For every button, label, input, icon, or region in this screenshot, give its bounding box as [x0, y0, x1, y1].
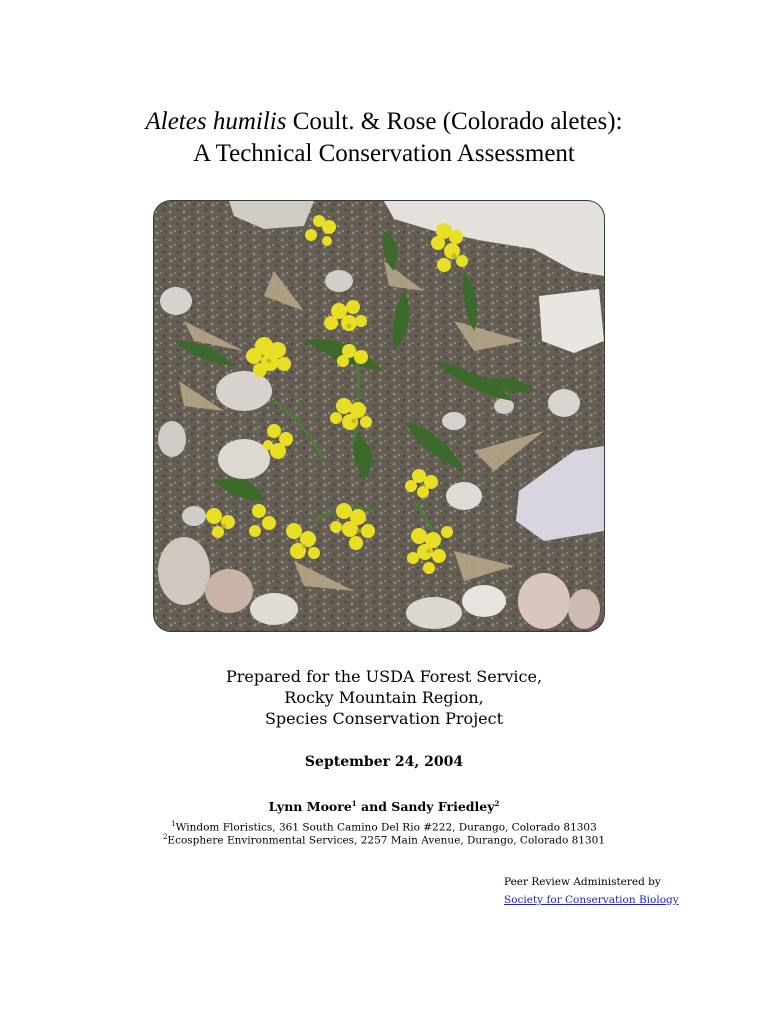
cover-photo	[153, 200, 605, 632]
author-2-sup: 2	[494, 799, 500, 808]
affiliation-2	[0, 830, 768, 848]
affiliation-1-text: Windom Floristics, 361 South Camino Del Rio #222, Durango, Colorado 81303	[175, 821, 597, 834]
affiliation-2-sup: 2	[162, 833, 168, 841]
publication-date: September 24, 2004	[304, 754, 464, 770]
society-link[interactable]: Society for Conservation Biology	[504, 894, 679, 906]
peer-review-label: Peer Review Administered by	[504, 876, 661, 888]
author-1-sup: 1	[351, 799, 357, 808]
title-line-2: A Technical Conservation Assessment	[193, 140, 575, 167]
prepared-line-1: Prepared for the USDA Forest Service,	[225, 667, 543, 686]
author-2: Sandy Friedley	[391, 799, 495, 815]
author-1: Lynn Moore	[268, 799, 352, 815]
prepared-line-3: Species Conservation Project	[264, 709, 504, 728]
title-line-1-rest: Coult. & Rose (Colorado aletes):	[286, 108, 623, 135]
affiliation-1-sup: 1	[171, 820, 176, 828]
affiliation-2-text: Ecosphere Environmental Services, 2257 Main Avenue, Durango, Colorado 81301	[167, 834, 606, 847]
author-connector: and	[356, 799, 392, 815]
prepared-for-block	[0, 666, 768, 729]
plant-photo-illustration	[154, 201, 604, 631]
document-title	[0, 106, 768, 170]
peer-review-block	[504, 873, 679, 909]
title-line-1	[0, 106, 768, 138]
prepared-line-2: Rocky Mountain Region,	[284, 688, 484, 707]
species-name: Aletes humilis	[145, 108, 287, 135]
authors-line	[0, 799, 768, 814]
